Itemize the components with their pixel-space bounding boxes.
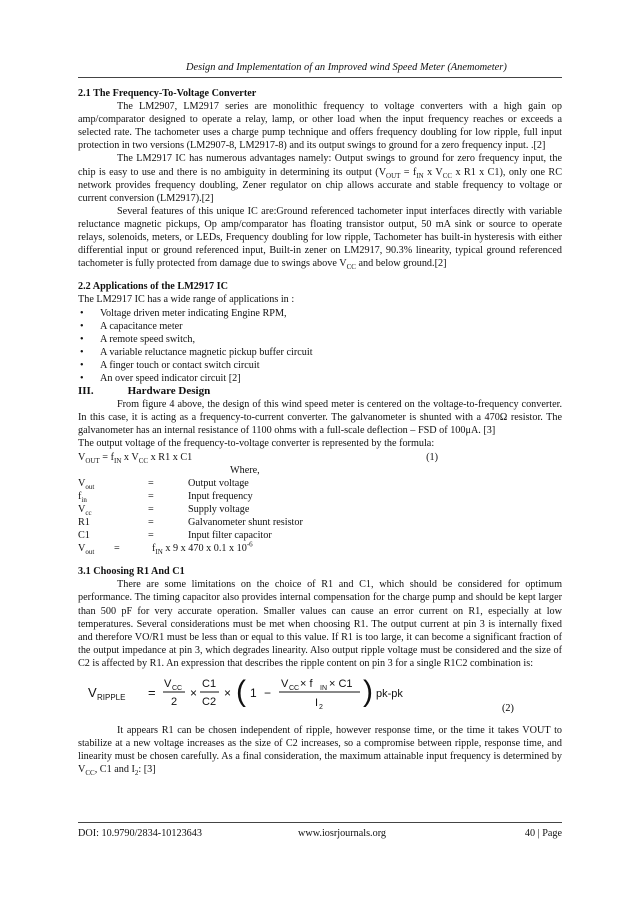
- definitions-list: [78, 477, 562, 556]
- list-item: • A finger touch or contact switch circuit: [78, 359, 562, 372]
- svg-text:1: 1: [250, 686, 257, 701]
- equation-number: (1): [426, 451, 438, 463]
- svg-text:2: 2: [171, 696, 178, 709]
- svg-text:(2): (2): [502, 703, 514, 715]
- paragraph: It appears R1 can be chosen independent of ripple, however response time, or the time it takes VOUT to stabilize at a new voltage increases as the size of C2 increases, so a compromise between ripple, response time, and linearity must be chosen carefully. As a final consideration, the maximum attainable input frequency is determined by $V_{CC}$, C1 and $I_2$: [3]: [78, 725, 562, 778]
- svg-text:CC: CC: [289, 685, 300, 693]
- list-item: • Voltage driven meter indicating Engine RPM,: [78, 307, 562, 320]
- list-item: • An over speed indicator circuit [2]: [78, 372, 562, 385]
- svg-text:×: ×: [190, 686, 198, 701]
- paragraph: The LM2907, LM2917 series are monolithic frequency to voltage converters with a high gain op amp/comparator designed to operate a relay, lamp, or other load when the input frequency reaches or exceeds a selected rate. The tachometer uses a charge pump technique and offers frequency doubling for low ripple, full input protection in two versions (LM2907-8, LM2917-8) and its output swings to ground for a zero frequency input. .[2]: [78, 101, 562, 152]
- svg-text:IN: IN: [320, 685, 327, 693]
- paragraph: Several features of this unique IC are:Ground referenced tachometer input interfaces directly with variable reluctance magnetic pickups, Op amp/comparator has floating transistor output, 50 mA sink or source to operate relays, solenoids, meters, or LEDs, Frequency doubling for low ripple, Tachometer has built-in hysteresis with either differential input or ground referenced input, Built-in zener on LM2917, 90.3% linearity, typical ground referenced tachometer is fully protected from damage due to swings above $V_{CC}$ and below ground.[2]: [78, 205, 562, 272]
- footer-rule: [78, 822, 562, 823]
- paragraph: The LM2917 IC has numerous advantages namely: Output swings to ground for zero frequency input, the chip is easy to use and there is no ambiguity in determining its output ($V_{OUT} = f_{IN}$ x $V_{CC}$ x R1 x C1), only one RC network provides frequency doubling, Zener regulator on chip allows accurate and stable frequency to voltage or current conversion (LM2917).[2]: [78, 153, 562, 204]
- footer-website[interactable]: www.iosrjournals.org: [298, 828, 387, 839]
- svg-text:× C1: × C1: [329, 678, 353, 691]
- section-3-1-title: 3.1 Choosing R1 And C1: [78, 566, 185, 578]
- ripple-formula: [78, 670, 562, 714]
- svg-text:(: (: [236, 675, 246, 709]
- section-2-1-title: 2.1 The Frequency-To-Voltage Converter: [78, 88, 257, 99]
- paragraph: From figure 4 above, the design of this wind speed meter is centered on the voltage-to-frequency converter. In this case, it is acting as a frequency-to-current converter. The galvanometer is shunted with a 470Ω resistor. The galvanometer has an internal resistance of 1100 ohms with a full-scale deflection – FSD of 100μA. [3]: [78, 399, 562, 437]
- svg-text:RIPPLE: RIPPLE: [97, 693, 126, 703]
- section-2-2-title: 2.2 Applications of the LM2917 IC: [78, 281, 228, 293]
- paragraph: There are some limitations on the choice of R1 and C1, which should be considered for optimum performance. The timing capacitor also provides internal compensation for the charge pump and should be kept larger than 500 pF for very accurate operation. Smaller values can cause an error current on R1, especially at low temperatures. Several considerations must be met when choosing R1. The output current at pin 3 is internally fixed and therefore VO/R1 must be less than or equal to this value. If R1 is too large, it can become a significant fraction of the output impedance at pin 3, which degrades linearity. Also output ripple voltage must be considered and the size of C2 is affected by R1. An expression that describes the ripple content on pin 3 for a single R1C2 combination is:: [78, 579, 562, 669]
- svg-text:pk-pk: pk-pk: [376, 688, 403, 701]
- calculation-row: $V_{out}$ = $f_{IN}$ x 9 x 470 x 0.1 x $10^{-6}$: [78, 540, 253, 557]
- svg-text:V: V: [88, 685, 97, 701]
- footer-doi: DOI: 10.9790/2834-10123643: [78, 828, 202, 839]
- svg-text:V: V: [281, 678, 289, 691]
- svg-text:V: V: [164, 678, 172, 691]
- svg-text:I: I: [315, 697, 319, 710]
- header-rule: [78, 77, 562, 78]
- definition-row: $V_{out}$ = Output voltage: [78, 477, 249, 491]
- list-item: • A variable reluctance magnetic pickup buffer circuit: [78, 346, 562, 359]
- definition-row: R1 = Galvanometer shunt resistor: [78, 517, 303, 528]
- paragraph: The output voltage of the frequency-to-voltage converter is represented by the formula:: [78, 438, 435, 450]
- applications-list: [78, 307, 562, 386]
- section-3-title: III. Hardware Design: [78, 385, 211, 398]
- svg-text:=: =: [148, 685, 156, 701]
- where-label: Where,: [230, 464, 260, 476]
- definition-row: $f_{in}$ = Input frequency: [78, 490, 253, 504]
- svg-text:×: ×: [224, 686, 232, 701]
- paragraph: The LM2917 IC has a wide range of applications in :: [78, 294, 295, 306]
- svg-text:): ): [363, 675, 373, 709]
- equation-1: $V_{OUT} = f_{IN}$ x $V_{CC}$ x R1 x C1 (1): [78, 451, 438, 465]
- list-item: • A capacitance meter: [78, 320, 562, 333]
- footer-page-number: 40 | Page: [524, 828, 562, 839]
- definition-row: C1 = Input filter capacitor: [78, 530, 272, 542]
- definition-row: $V_{cc}$ = Supply voltage: [78, 503, 250, 517]
- svg-text:−: −: [264, 686, 272, 701]
- running-header: Design and Implementation of an Improved wind Speed Meter (Anemometer): [186, 62, 507, 73]
- ripple-formula-drawing: [78, 670, 562, 714]
- svg-text:2: 2: [319, 704, 323, 712]
- svg-text:× f: × f: [300, 678, 313, 691]
- page-body: [78, 87, 562, 776]
- svg-text:CC: CC: [172, 685, 183, 693]
- svg-text:C2: C2: [202, 696, 217, 709]
- list-item: • A remote speed switch,: [78, 333, 562, 346]
- svg-text:C1: C1: [202, 678, 217, 691]
